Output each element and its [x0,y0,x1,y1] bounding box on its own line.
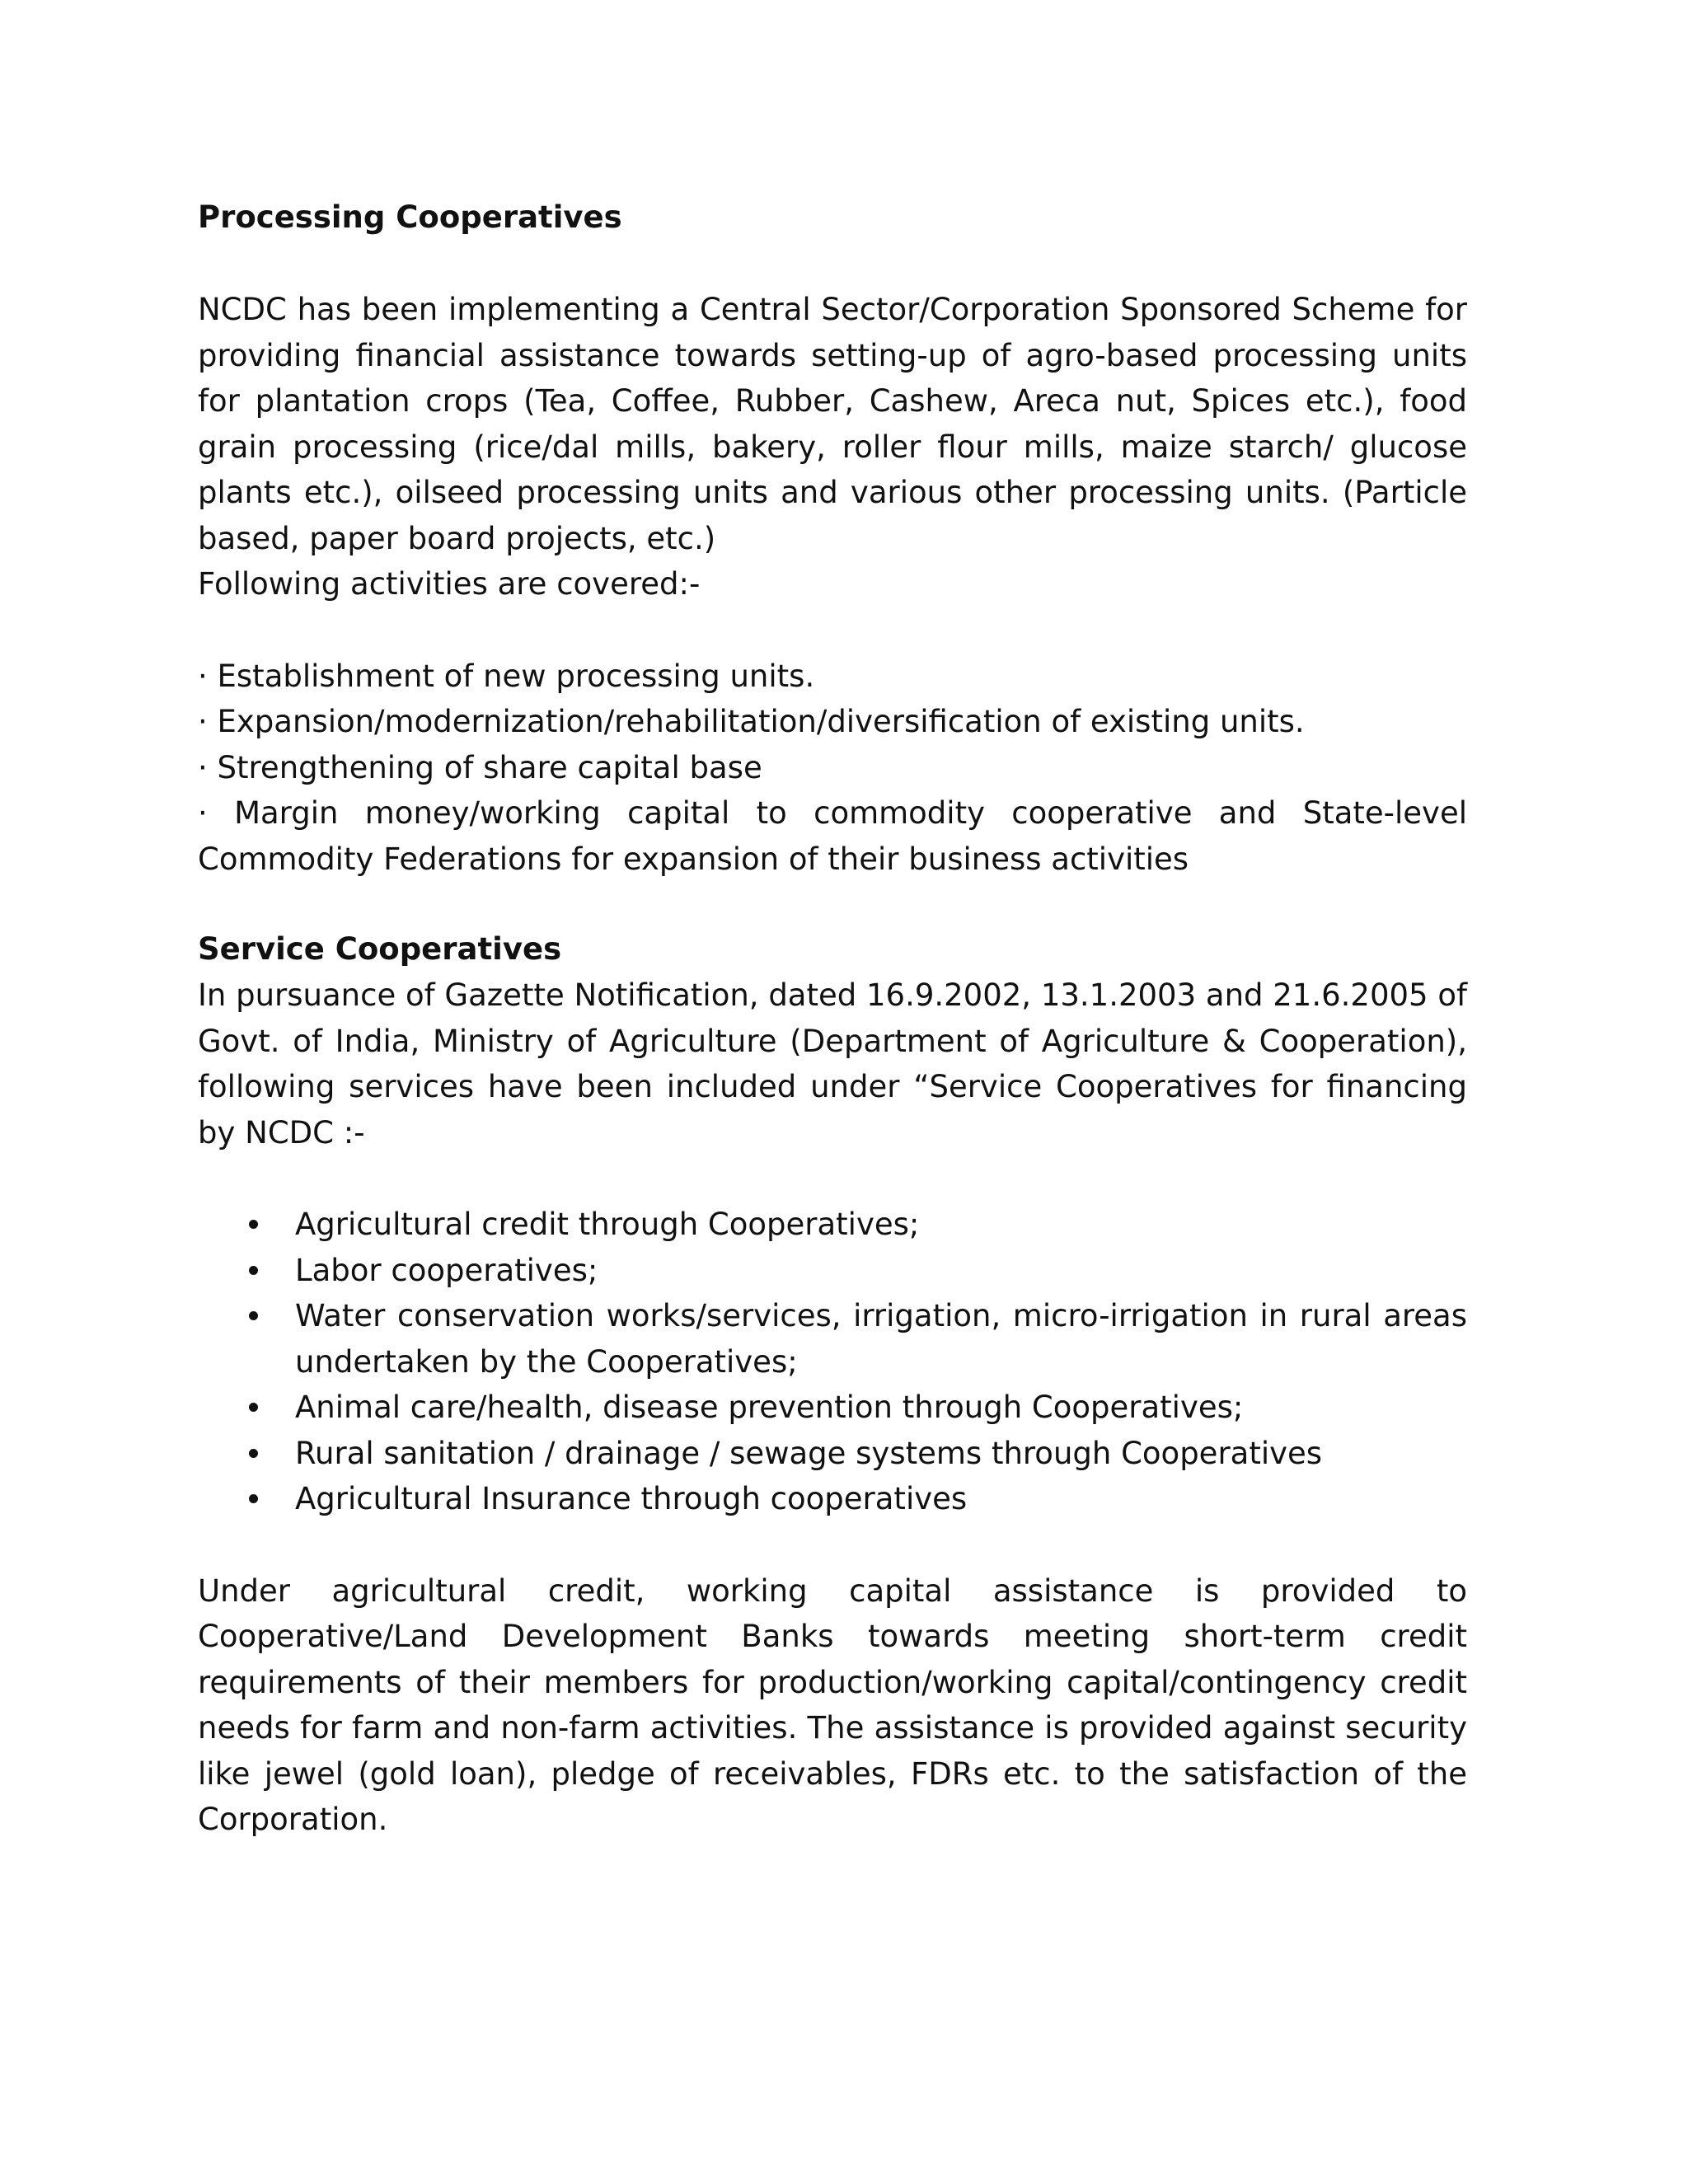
bullet-icon [249,1266,258,1275]
processing-cooperatives-heading: Processing Cooperatives [198,199,622,235]
list-item [198,654,1467,700]
list-item [198,790,1467,882]
list-item-text: Agricultural credit through Cooperatives; [295,1207,920,1242]
list-item [198,1293,1467,1385]
service-closing-paragraph: Under agricultural credit, working capital assistance is provided to Cooperative/Land Development Banks towards meeting short-term credit requirements of their members for production/working capital/contingency credit needs for farm and non-farm activities. The assistance is provided against security like jewel (gold loan), pledge of receivables, FDRs etc. to the satisfaction of the Corporation. [198,1572,1467,1837]
processing-lead-text: Following activities are covered:- [198,566,701,602]
list-item [198,1202,1467,1248]
spacer [198,1522,1467,1568]
list-item-text: Expansion/modernization/rehabilitation/diversification of existing units. [217,704,1305,739]
bullet-dot-icon: · [198,749,208,785]
list-item-text: Establishment of new processing units. [217,658,815,694]
spacer [198,1155,1467,1202]
list-item-text: Margin money/working capital to commodity cooperative and State-level Commodity Federations for expansion of their business activities [198,795,1467,877]
processing-activities-list [198,654,1467,883]
list-item-text: Water conservation works/services, irrigation, micro-irrigation in rural areas undertaken by the Cooperatives; [295,1298,1467,1380]
list-item [198,745,1467,791]
list-item [198,1385,1467,1431]
list-item-text: Labor cooperatives; [295,1252,598,1288]
list-item-text: Animal care/health, disease prevention through Cooperatives; [295,1390,1244,1425]
service-intro-paragraph: In pursuance of Gazette Notification, dated 16.9.2002, 13.1.2003 and 21.6.2005 of Govt. of India, Ministry of Agriculture (Department of Agriculture & Cooperation), following services have been included under “Service Cooperatives for financing by NCDC :- [198,977,1467,1151]
list-item-text: Rural sanitation / drainage / sewage systems through Cooperatives [295,1435,1323,1471]
service-cooperatives-heading: Service Cooperatives [198,931,562,967]
spacer [198,607,1467,654]
bullet-icon [249,1220,258,1229]
list-item-text: Agricultural Insurance through cooperatives [295,1481,968,1516]
spacer [198,241,1467,287]
processing-intro-paragraph: NCDC has been implementing a Central Sector/Corporation Sponsored Scheme for providing financial assistance towards setting-up of agro-based processing units for plantation crops (Tea, Coffee, Rubber, Cashew, Areca nut, Spices etc.), food grain processing (rice/dal mills, bakery, roller flour mills, maize starch/ glucose plants etc.), oilseed processing units and various other processing units. (Particle based, paper board projects, etc.) [198,292,1467,556]
list-item [198,1476,1467,1522]
document-page [198,194,1467,1843]
spacer [198,882,1467,926]
bullet-icon [249,1494,258,1503]
list-item [198,1431,1467,1477]
list-item-text: Strengthening of share capital base [217,749,762,785]
bullet-icon [249,1449,258,1458]
list-item [198,1248,1467,1294]
bullet-dot-icon: · [198,658,208,694]
bullet-icon [249,1403,258,1412]
bullet-icon [249,1311,258,1320]
bullet-dot-icon: · [198,795,208,831]
bullet-dot-icon: · [198,704,208,739]
service-list [198,1202,1467,1522]
list-item [198,699,1467,745]
